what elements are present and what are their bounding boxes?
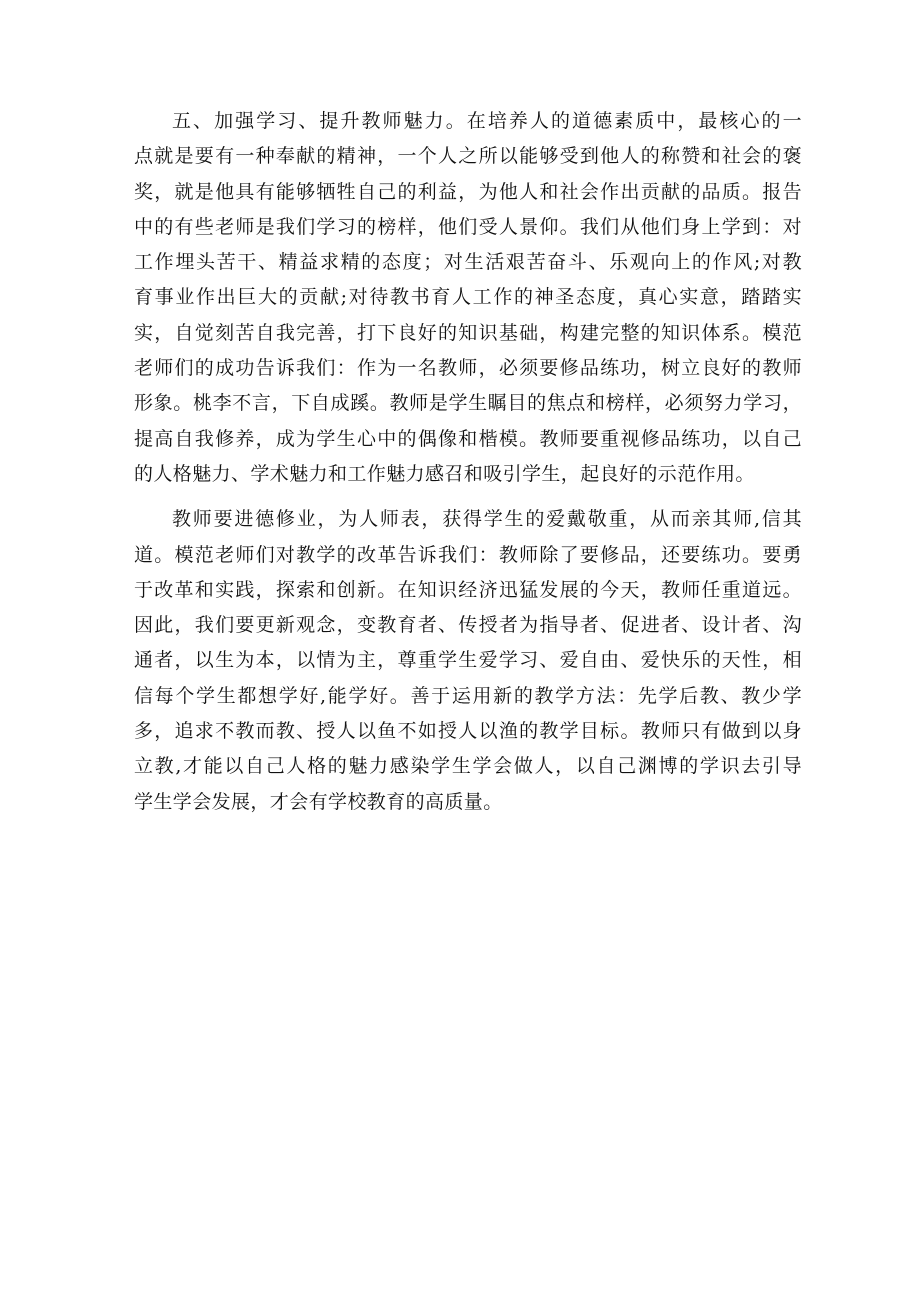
paragraph-line: 于改革和实践，探索和创新。在知识经济迅猛发展的今天，教师任重道远。 — [134, 578, 802, 601]
paragraph-line: 点就是要有一种奉献的精神，一个人之所以能够受到他人的称赞和社会的褒 — [134, 145, 802, 168]
paragraph-line: 因此，我们要更新观念，变教育者、传授者为指导者、促进者、设计者、沟 — [134, 614, 802, 637]
paragraph-line: 工作埋头苦干、精益求精的态度；对生活艰苦奋斗、乐观向上的作风;对教 — [134, 251, 802, 274]
paragraph-line: 老师们的成功告诉我们：作为一名教师，必须要修品练功，树立良好的教师 — [134, 357, 802, 380]
paragraph-line: 育事业作出巨大的贡献;对待教书育人工作的神圣态度，真心实意，踏踏实 — [134, 286, 802, 309]
paragraph-line: 五、加强学习、提升教师魅力。在培养人的道德素质中，最核心的一 — [172, 110, 802, 132]
paragraph-line: 学生学会发展，才会有学校教育的高质量。 — [134, 790, 503, 813]
paragraph-1 — [134, 104, 802, 492]
paragraph-line: 提高自我修养，成为学生心中的偶像和楷模。教师要重视修品练功，以自己 — [134, 427, 802, 450]
paragraph-line: 教师要进德修业，为人师表，获得学生的爱戴敬重，从而亲其师,信其 — [172, 508, 802, 531]
paragraph-line: 奖，就是他具有能够牺牲自己的利益，为他人和社会作出贡献的品质。报告 — [134, 180, 802, 203]
paragraph-line: 多，追求不教而教、授人以鱼不如授人以渔的教学目标。教师只有做到以身 — [134, 720, 802, 743]
paragraph-gap — [134, 492, 802, 502]
paragraph-line: 立教,才能以自己人格的魅力感染学生学会做人，以自己渊博的学识去引导 — [134, 755, 802, 778]
paragraph-line: 的人格魅力、学术魅力和工作魅力感召和吸引学生，起良好的示范作用。 — [134, 462, 755, 485]
paragraph-line: 形象。桃李不言，下自成蹊。教师是学生瞩目的焦点和榜样，必须努力学习， — [134, 392, 802, 415]
paragraph-line: 实，自觉刻苦自我完善，打下良好的知识基础，构建完整的知识体系。模范 — [134, 321, 802, 344]
paragraph-line: 信每个学生都想学好,能学好。善于运用新的教学方法：先学后教、教少学 — [134, 684, 802, 707]
paragraph-2 — [134, 502, 802, 820]
paragraph-line: 道。模范老师们对教学的改革告诉我们：教师除了要修品，还要练功。要勇 — [134, 543, 802, 566]
paragraph-line: 中的有些老师是我们学习的榜样，他们受人景仰。我们从他们身上学到：对 — [134, 215, 802, 238]
paragraph-line: 通者，以生为本，以情为主，尊重学生爱学习、爱自由、爱快乐的天性，相 — [134, 649, 802, 672]
document-body — [134, 104, 802, 820]
